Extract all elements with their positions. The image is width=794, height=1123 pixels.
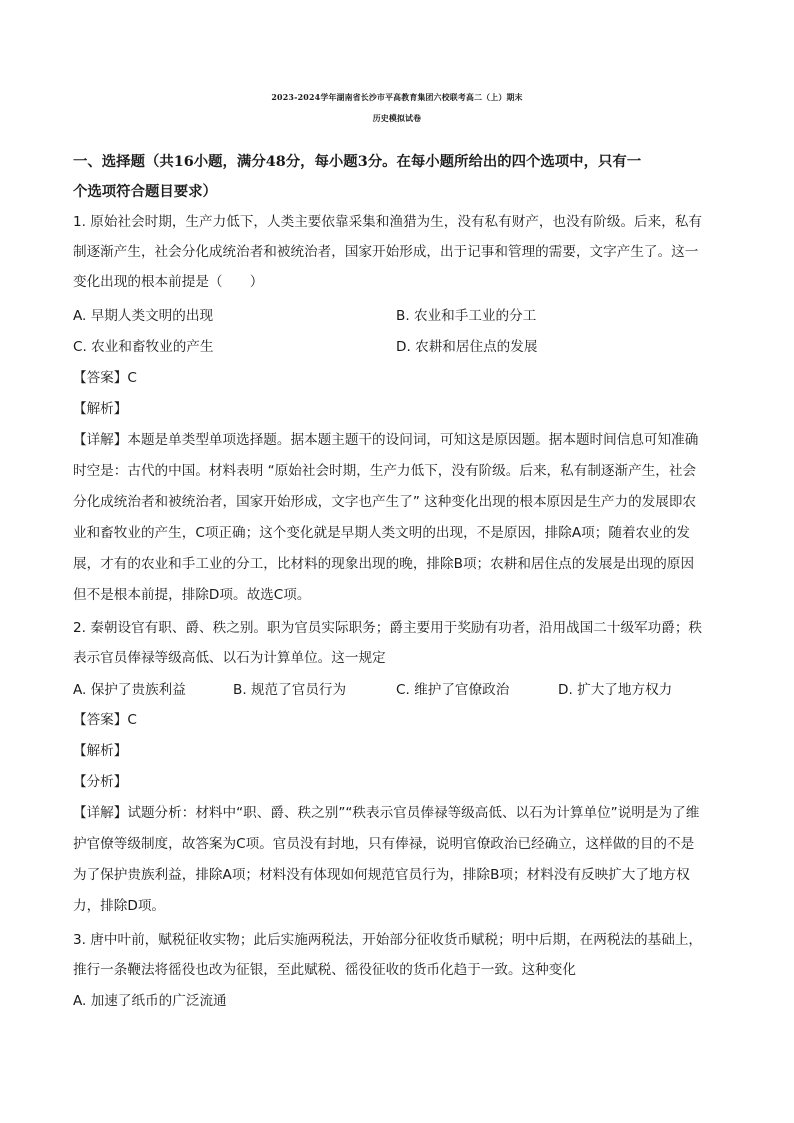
q2-option-a: A. 保护了贵族利益: [73, 682, 186, 698]
q2-fenxi-label: 【分析】: [73, 774, 128, 790]
q2-detail-line: 【详解】试题分析：材料中“职、爵、秩之别”“秩表示官员俸禄等级高低、以石为计算单位”说明是为了维: [73, 805, 700, 821]
q1-detail-line: 展，才有的农业和手工业的分工，比材料的现象出现的晚，排除B项；农耕和居住点的发展是出现的原因: [73, 556, 695, 572]
q2-option-b: B. 规范了官员行为: [233, 682, 347, 698]
q2-detail-line: 为了保护贵族利益，排除A项；材料没有体现如何规范官员行为，排除B项；材料没有反映扩大了地方权: [73, 867, 690, 883]
q1-detail-line: 业和畜牧业的产生，C项正确；这个变化就是早期人类文明的出现，不是原因，排除A项；随着农业的发: [73, 525, 690, 541]
q2-option-c: C. 维护了官僚政治: [396, 682, 510, 698]
doc-title-line2: 历史模拟试卷: [372, 114, 422, 123]
q1-stem-line: 制逐渐产生，社会分化成统治者和被统治者，国家开始形成，出于记事和管理的需要，文字产生了。这一: [73, 244, 699, 260]
q2-analysis-label: 【解析】: [73, 743, 128, 759]
q1-option-d: D. 农耕和居住点的发展: [396, 339, 538, 355]
q1-detail-line: 分化成统治者和被统治者，国家开始形成，文字也产生了” 这种变化出现的根本原因是生产力的发展即农: [73, 494, 697, 510]
doc-title-line1: 2023-2024学年湖南省长沙市平高教育集团六校联考高二（上）期末: [271, 93, 523, 102]
section-heading-line1: 一、选择题（共16小题，满分48分，每小题3分。在每小题所给出的四个选项中，只有一: [73, 153, 642, 170]
q1-detail-line: 但不是根本前提，排除D项。故选C项。: [73, 587, 311, 603]
q1-option-c: C. 农业和畜牧业的产生: [73, 339, 214, 355]
q1-stem-line: 1. 原始社会时期，生产力低下，人类主要依靠采集和渔猎为生，没有私有财产，也没有阶级。后来，私有: [73, 214, 703, 230]
q1-stem-line: 变化出现的根本前提是（ ）: [73, 274, 264, 290]
q2-detail-line: 力，排除D项。: [73, 898, 166, 914]
section-heading-line2: 个选项符合题目要求）: [73, 183, 217, 200]
q2-stem-line: 2. 秦朝设官有职、爵、秩之别。职为官员实际职务；爵主要用于奖励有功者，沿用战国二十级军功爵；秩: [73, 620, 703, 636]
q1-option-a: A. 早期人类文明的出现: [73, 308, 214, 324]
q1-analysis-label: 【解析】: [73, 401, 128, 417]
q1-answer: 【答案】C: [73, 370, 137, 386]
q3-option-a: A. 加速了纸币的广泛流通: [73, 993, 227, 1009]
q2-option-d: D. 扩大了地方权力: [558, 682, 673, 698]
q2-answer: 【答案】C: [73, 712, 137, 728]
q3-stem-line: 3. 唐中叶前，赋税征收实物；此后实施两税法，开始部分征收货币赋税；明中后期，在两税法的基础上，: [73, 932, 703, 948]
q2-detail-line: 护官僚等级制度，故答案为C项。官员没有封地，只有俸禄，说明官僚政治已经确立，这样做的目的不是: [73, 836, 695, 852]
q2-stem-line: 表示官员俸禄等级高低、以石为计算单位。这一规定: [73, 650, 386, 666]
q1-option-b: B. 农业和手工业的分工: [396, 308, 537, 324]
q3-stem-line: 推行一条鞭法将徭役也改为征银，至此赋税、徭役征收的货币化趋于一致。这种变化: [73, 962, 576, 978]
q1-detail-line: 【详解】本题是单类型单项选择题。据本题主题干的设问词，可知这是原因题。据本题时间信息可知准确: [73, 432, 699, 448]
q1-detail-line: 时空是：古代的中国。材料表明 “原始社会时期，生产力低下，没有阶级。后来，私有制逐渐产生，社会: [73, 463, 697, 479]
